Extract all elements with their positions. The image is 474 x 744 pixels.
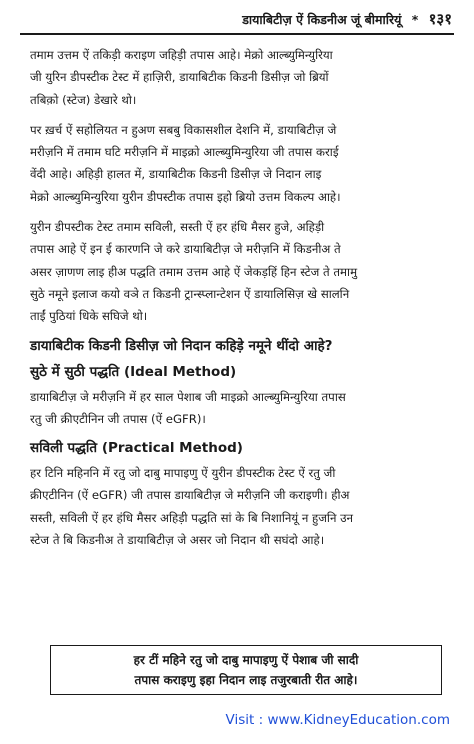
text-line: सुठे नमूने इलाज कयो वञे त किडनी ट्रान्स्प्लान्टेशन ऐं डायालिसिज़ खे सालनि [30,286,350,301]
summary-callout-box [50,645,442,695]
text-line: जी युरिन डीपस्टीक टेस्ट में हाज़िरी, डायाबिटीक किडनी डिसीज़ जो ब्रियों [30,70,329,85]
text-line: असर ज़ाणण लाइ हीअ पद्धति तमाम उत्तम आहे ऐं जेकड़हिं हिन स्टेज ते तमामु [30,264,358,279]
text-line: पर ख़र्च ऐं सहोलियत न हुअण सबबु विकासशील देशनि में, डायाबिटीज़ जे [30,122,337,137]
running-header [22,9,452,29]
text-line: तमाम उत्तम ऐं तकिड़ी कराइण जहिड़ी तपास आहे। मेक्रो आल्ब्युमिन्युरिया [30,48,333,62]
page-number: १३१ [428,10,452,28]
text-line: स्टेज ते बि किडनीअ ते डायाबिटीज़ जे असर जो निदान थी सघंदो आहे। [30,533,325,548]
text-line: मेक्रो आल्ब्युमिन्युरिया युरीन डीपस्टीक तपास इहो ब्रियो उत्तम विकल्प आहे। [30,189,341,204]
callout-line-1: हर टीं महिने रतु जो दाबु मापाइणु ऐं पेशाब जी सादी [133,653,359,667]
text-line: तबिक़ो (स्टेज) डेखारे थो। [30,92,137,107]
footer [226,712,450,728]
text-line: क्रीएटीनिन (ऐं eGFR) जी तपास डायाबिटीज़ जे मरीज़नि जी कराइणी। हीअ [30,488,350,503]
footer-prefix: Visit : [225,712,268,728]
page-body [30,44,452,559]
text-line: मरीज़नि में तमाम घटि मरीज़नि में माइक्रो आल्ब्युमिन्युरिया जी तपास कराई [30,145,339,160]
text-line: सस्ती, सविली ऐं हर हंधि मैसर अहिड़ी पद्धति सां के बि निशानियूं न हुजनि उन [30,510,354,525]
paragraph-2 [30,119,452,208]
practical-method-heading: सविली पद्धति (Practical Method) [30,440,243,457]
text-line: रतु जी क्रीएटीनिन जी तपास (ऐं eGFR)। [30,411,206,426]
paragraph-3 [30,216,452,327]
header-separator: * [411,12,419,27]
text-line: ताईं पुठियां धिके सघिजे थो। [30,309,148,324]
text-line: युरीन डीपस्टीक टेस्ट तमाम सविली, सस्ती ऐं हर हंधि मैसर हुजे, अहिड़ी [30,220,325,235]
text-line: तपास आहे ऐं इन ई कारणनि जे करे डायाबिटीज़ जे मरीज़नि में किडनीअ ते [30,242,341,257]
callout-line-2: तपास कराइणु इहा निदान लाइ तजुरबाती रीत आहे। [134,673,358,687]
header-title: डायाबिटीज़ ऐं किडनीअ जूं बीमारियूं [242,12,402,27]
ideal-method-text [30,386,452,431]
text-line: वेंदी आहे। अहिड़ी हालत में, डायाबिटीक किडनी डिसीज़ जे निदान लाइ [30,167,322,182]
ideal-method-heading: सुठे में सुठी पद्धति (Ideal Method) [30,363,237,380]
paragraph-1 [30,44,452,111]
website-link[interactable]: www.KidneyEducation.com [267,712,450,728]
practical-method-text [30,462,452,551]
text-line: डायाबिटीज़ जे मरीज़नि में हर साल पेशाब जी माइक्रो आल्ब्युमिन्युरिया तपास [30,389,346,404]
header-rule [20,33,454,35]
text-line: हर टिनि महिननि में रतु जो दाबु मापाइणु ऐं युरीन डीपस्टीक टेस्ट ऐं रतु जी [30,466,336,481]
question-heading: डायाबिटीक किडनी डिसीज़ जो निदान कहिड़े नमूने थींदो आहे? [30,337,333,354]
